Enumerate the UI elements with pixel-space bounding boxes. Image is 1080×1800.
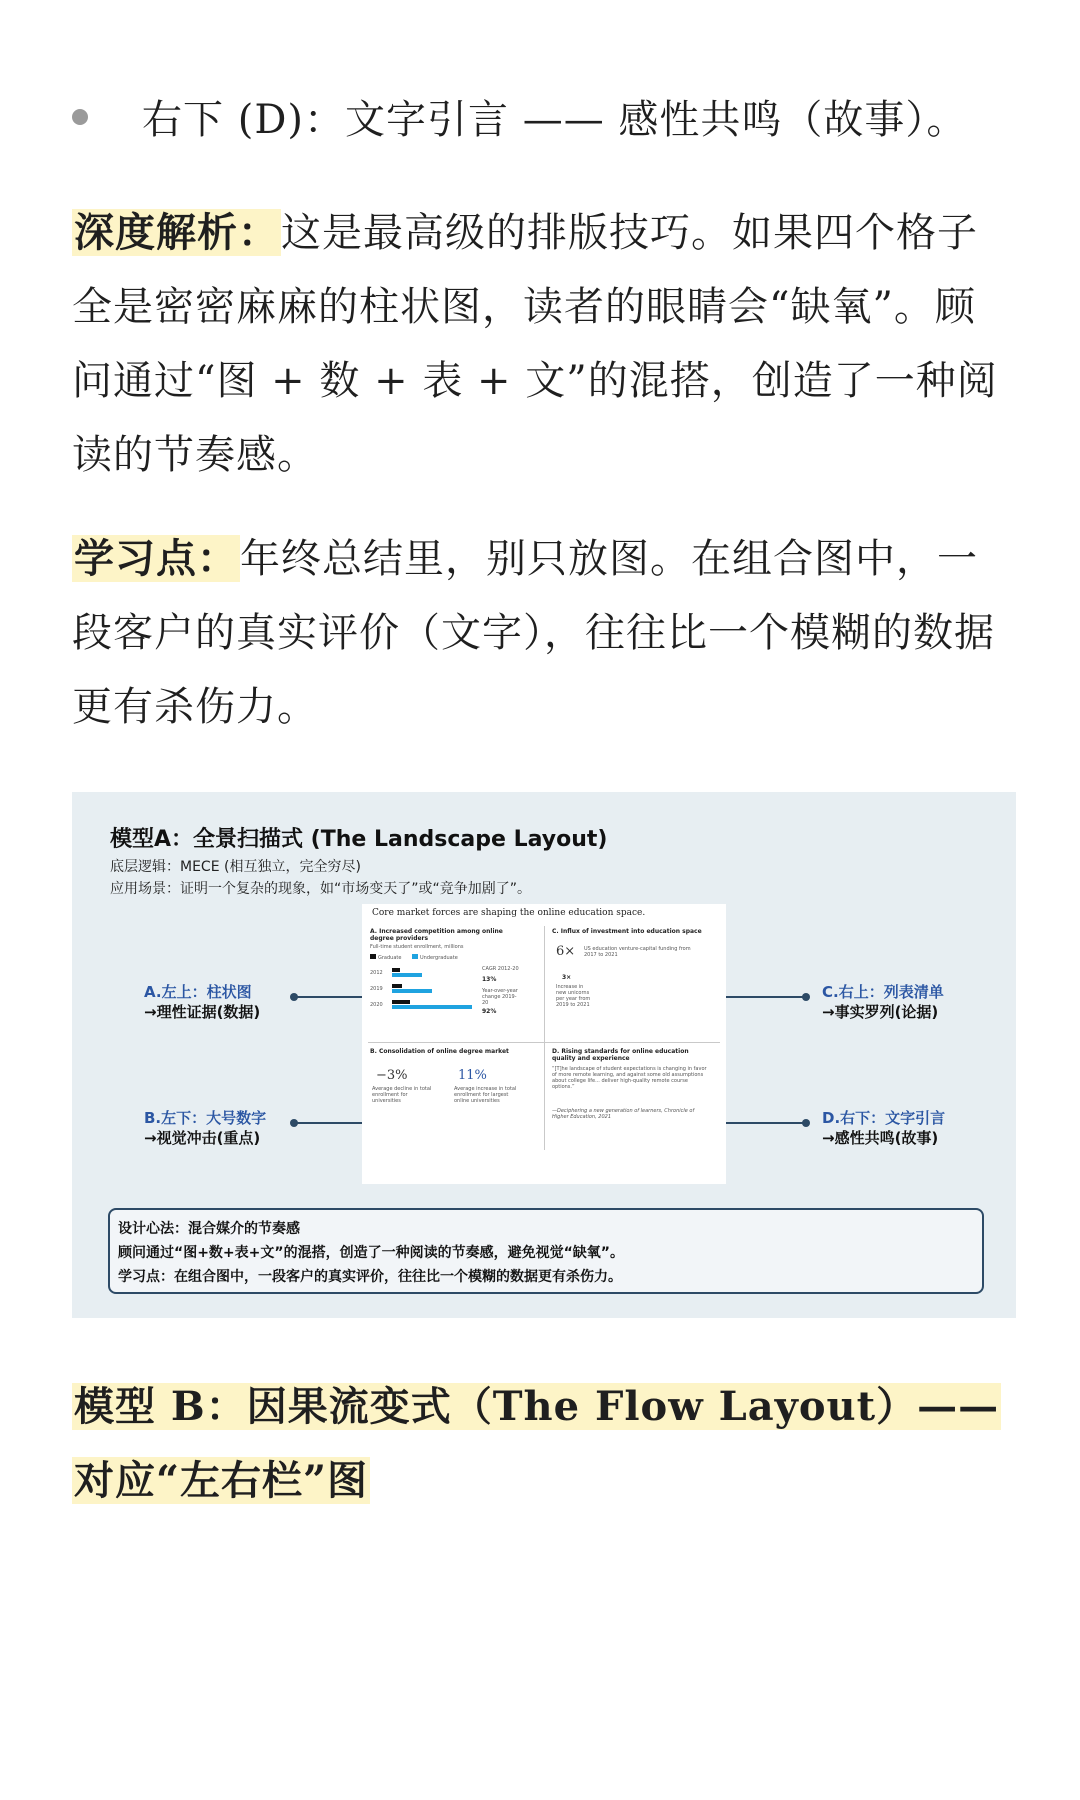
bar <box>392 984 402 988</box>
label-a-key: A.左上：柱状图 <box>144 983 252 1001</box>
bar <box>392 1005 472 1009</box>
exhibit-thumbnail <box>362 904 726 1184</box>
yoy-value: 92% <box>482 1008 497 1015</box>
yoy-label: Year-over-year change 2019-20 <box>482 988 518 1006</box>
design-principle-box <box>108 1208 984 1294</box>
year-label: 2020 <box>370 1002 383 1008</box>
label-a-value: →理性证据(数据) <box>144 1003 261 1021</box>
design-line-1: 设计心法：混合媒介的节奏感 <box>118 1221 300 1237</box>
figure-logic-line: 底层逻辑：MECE (相互独立，完全穷尽) <box>110 859 361 875</box>
quote-source: —Deciphering a new generation of learners, Chronicle of Higher Education, 2021 <box>552 1108 695 1120</box>
learning-text: 年终总结里，别只放图。在组合图中，一段客户的真实评价（文字），往往比一个模糊的数据更有杀伤力。 <box>72 536 995 730</box>
bar <box>392 968 400 972</box>
connector-line-c <box>726 996 806 998</box>
year-label: 2012 <box>370 970 383 976</box>
label-b-value: →视觉冲击(重点) <box>144 1129 261 1147</box>
quadrant-d-title: D. Rising standards for online education quality and experience <box>552 1048 689 1062</box>
figure-scenario-line: 应用场景：证明一个复杂的现象，如“市场变天了”或“竞争加剧了”。 <box>110 881 532 897</box>
legend-undergraduate: Undergraduate <box>412 954 458 961</box>
exhibit-divider <box>368 1042 720 1043</box>
analysis-paragraph <box>72 196 1012 492</box>
decline-text: Average decline in total enrollment for universities <box>372 1086 432 1104</box>
cagr-label: CAGR 2012-20 <box>482 966 519 972</box>
connector-line-d <box>726 1122 806 1124</box>
learning-label: 学习点： <box>74 535 238 582</box>
vc-multiple: 6× <box>556 944 576 959</box>
design-line-3: 学习点：在组合图中，一段客户的真实评价，往往比一个模糊的数据更有杀伤力。 <box>118 1269 622 1285</box>
increase-text: Average increase in total enrollment for largest online universities <box>454 1086 517 1104</box>
quote-text: “[T]he landscape of student expectations is changing in favor of more remote learning, and against some old assumptions about college life... deliver high-quality remote course options.” <box>552 1066 707 1090</box>
section-heading-line-1: 模型 B：因果流变式（The Flow Layout）—— <box>74 1383 1000 1430</box>
connector-dot <box>802 1119 810 1127</box>
bullet-item <box>72 88 967 145</box>
legend-graduate: Graduate <box>370 954 401 961</box>
vc-text: US education venture-capital funding from 2017 to 2021 <box>584 946 691 958</box>
section-heading-line-2: 对应“左右栏”图 <box>74 1457 369 1504</box>
bar <box>392 1000 410 1004</box>
learning-paragraph <box>72 522 1012 744</box>
quadrant-a-subtitle: Full-time student enrollment, millions <box>370 944 464 950</box>
figure-title: 模型A：全景扫描式 (The Landscape Layout) <box>110 827 608 852</box>
connector-dot <box>802 993 810 1001</box>
label-a <box>144 982 260 1022</box>
year-label: 2019 <box>370 986 383 992</box>
label-c-value: →事实罗列(论据) <box>822 1003 939 1021</box>
decline-value: −3% <box>376 1068 408 1083</box>
label-d-value: →感性共鸣(故事) <box>822 1129 939 1147</box>
label-d <box>822 1108 945 1148</box>
connector-line-a <box>294 996 362 998</box>
bar <box>392 973 422 977</box>
cagr-value: 13% <box>482 976 497 983</box>
bullet-text: 右下 (D)：文字引言 —— 感性共鸣（故事）。 <box>142 97 968 143</box>
label-c-key: C.右上：列表清单 <box>822 983 944 1001</box>
design-line-2: 顾问通过“图+数+表+文”的混搭，创造了一种阅读的节奏感，避免视觉“缺氧”。 <box>118 1245 624 1261</box>
label-b-key: B.左下：大号数字 <box>144 1109 267 1127</box>
bar <box>392 989 432 993</box>
label-c <box>822 982 944 1022</box>
label-d-key: D.右下：文字引言 <box>822 1109 946 1127</box>
quadrant-a-title: A. Increased competition among online degree providers <box>370 928 503 942</box>
exhibit-header: Core market forces are shaping the online education space. <box>372 908 646 918</box>
analysis-text: 这是最高级的排版技巧。如果四个格子全是密密麻麻的柱状图，读者的眼睛会“缺氧”。顾问通过“图 + 数 + 表 + 文”的混搭，创造了一种阅读的节奏感。 <box>72 210 998 478</box>
exhibit-divider <box>544 926 545 1150</box>
bullet-dot-icon <box>72 109 88 125</box>
quadrant-c-title: C. Influx of investment into education space <box>552 928 702 935</box>
increase-value: 11% <box>458 1068 487 1083</box>
quadrant-b-title: B. Consolidation of online degree market <box>370 1048 509 1055</box>
label-b <box>144 1108 266 1148</box>
unicorn-text: Increase in new unicorns per year from 2019 to 2021 <box>556 984 591 1008</box>
layout-diagram-image <box>72 792 1016 1318</box>
connector-line-b <box>294 1122 362 1124</box>
analysis-label: 深度解析： <box>74 209 279 256</box>
section-heading <box>72 1370 1012 1518</box>
unicorn-multiple: 3× <box>562 974 572 981</box>
